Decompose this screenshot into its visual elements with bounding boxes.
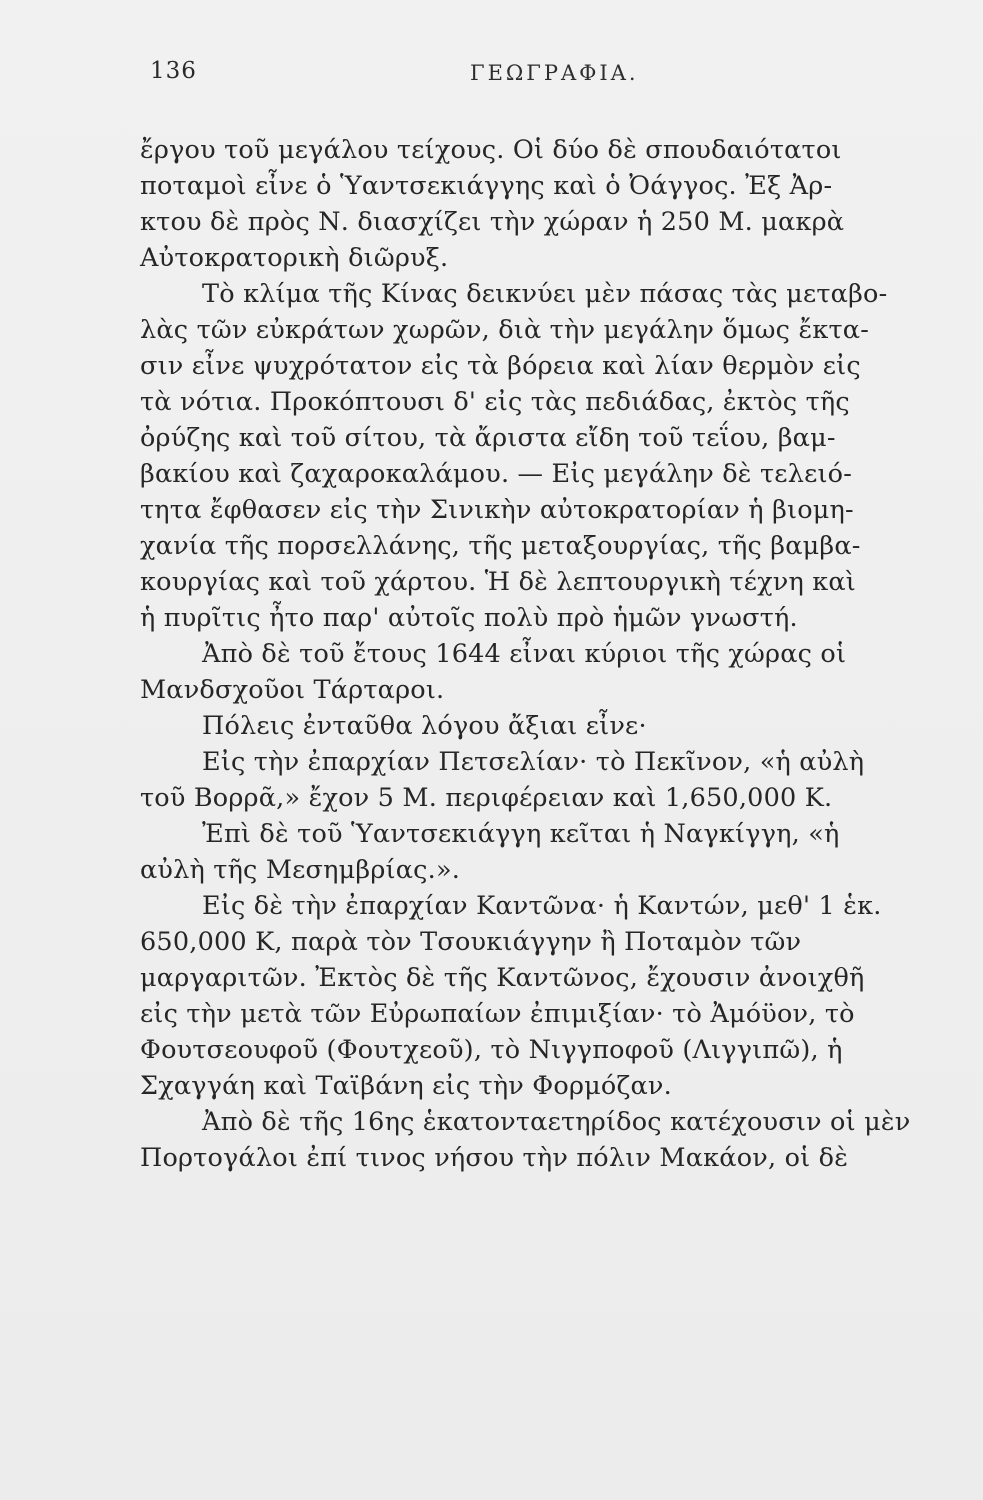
text-line: εἰς τὴν μετὰ τῶν Εὐρωπαίων ἐπιμιξίαν· τὸ Ἀμόϋον, τὸ [140,999,855,1029]
text-line: ἡ πυρῖτις ἦτο παρ' αὐτοῖς πολὺ πρὸ ἡμῶν γνωστή. [140,603,798,633]
text-line: Φουτσεουφοῦ (Φουτχεοῦ), τὸ Νιγγποφοῦ (Λιγγιπῶ), ἡ [140,1035,843,1065]
text-line: ὀρύζης καὶ τοῦ σίτου, τὰ ἄριστα εἴδη τοῦ τεΐου, βαμ- [140,423,836,453]
text-line: Αὐτοκρατορικὴ διῶρυξ. [140,243,449,273]
text-line: Τὸ κλίμα τῆς Κίνας δεικνύει μὲν πάσας τὰς μεταβο- [202,279,888,309]
text-line: αὐλὴ τῆς Μεσημβρίας.». [140,855,461,885]
text-line: τοῦ Βορρᾶ,» ἔχον 5 Μ. περιφέρειαν καὶ 1,650,000 Κ. [140,783,833,813]
text-line: Ἀπὸ δὲ τοῦ ἔτους 1644 εἶναι κύριοι τῆς χώρας οἱ [202,639,847,669]
text-line: Πορτογάλοι ἐπί τινος νήσου τὴν πόλιν Μακάον, οἱ δὲ [140,1143,849,1173]
text-line: ἔργου τοῦ μεγάλου τείχους. Οἱ δύο δὲ σπουδαιότατοι [140,135,842,165]
text-line: τὰ νότια. Προκόπτουσι δ' εἰς τὰς πεδιάδας, ἐκτὸς τῆς [140,387,850,417]
text-line: Ἀπὸ δὲ τῆς 16ης ἑκατονταετηρίδος κατέχουσιν οἱ μὲν [202,1107,911,1137]
running-title: ΓΕΩΓΡΑΦΙΑ. [470,61,639,85]
text-line: μαργαριτῶν. Ἐκτὸς δὲ τῆς Καντῶνος, ἔχουσιν ἀνοιχθῆ [140,963,865,993]
text-line: Ἐπὶ δὲ τοῦ Ὑαντσεκιάγγη κεῖται ἡ Ναγκίγγη, «ἡ [202,819,840,849]
text-line: ποταμοὶ εἶνε ὁ Ὑαντσεκιάγγης καὶ ὁ Ὀάγγος. Ἐξ Ἀρ- [140,171,833,201]
text-line: Εἰς δὲ τὴν ἐπαρχίαν Καντῶνα· ἡ Καντών, μεθ' 1 ἑκ. [202,891,882,921]
text-line: Μανδσχοῦοι Τάρταροι. [140,675,445,705]
text-line: Εἰς τὴν ἐπαρχίαν Πετσελίαν· τὸ Πεκῖνον, «ἡ αὐλὴ [202,747,865,777]
text-line: κτου δὲ πρὸς Ν. διασχίζει τὴν χώραν ἡ 250 Μ. μακρὰ [140,207,845,237]
text-line: 650,000 Κ, παρὰ τὸν Τσουκιάγγην ἢ Ποταμὸν τῶν [140,927,802,957]
text-line: σιν εἶνε ψυχρότατον εἰς τὰ βόρεια καὶ λίαν θερμὸν εἰς [140,351,861,381]
text-line: χανία τῆς πορσελλάνης, τῆς μεταξουργίας, τῆς βαμβα- [140,531,861,561]
text-line: Πόλεις ἐνταῦθα λόγου ἄξιαι εἶνε· [202,711,647,741]
text-line: βακίου καὶ ζαχαροκαλάμου. — Εἰς μεγάλην δὲ τελειό- [140,459,853,489]
page-header [0,58,983,98]
page-number: 136 [150,58,197,84]
text-line: τητα ἔφθασεν εἰς τὴν Σινικὴν αὐτοκρατορίαν ἡ βιομη- [140,495,854,525]
text-line: κουργίας καὶ τοῦ χάρτου. Ἡ δὲ λεπτουργικὴ τέχνη καὶ [140,567,856,597]
body-text [140,132,910,1176]
text-line: Σχαγγάη καὶ Ταϊβάνη εἰς τὴν Φορμόζαν. [140,1071,672,1101]
text-line: λὰς τῶν εὐκράτων χωρῶν, διὰ τὴν μεγάλην ὅμως ἔκτα- [140,315,870,345]
